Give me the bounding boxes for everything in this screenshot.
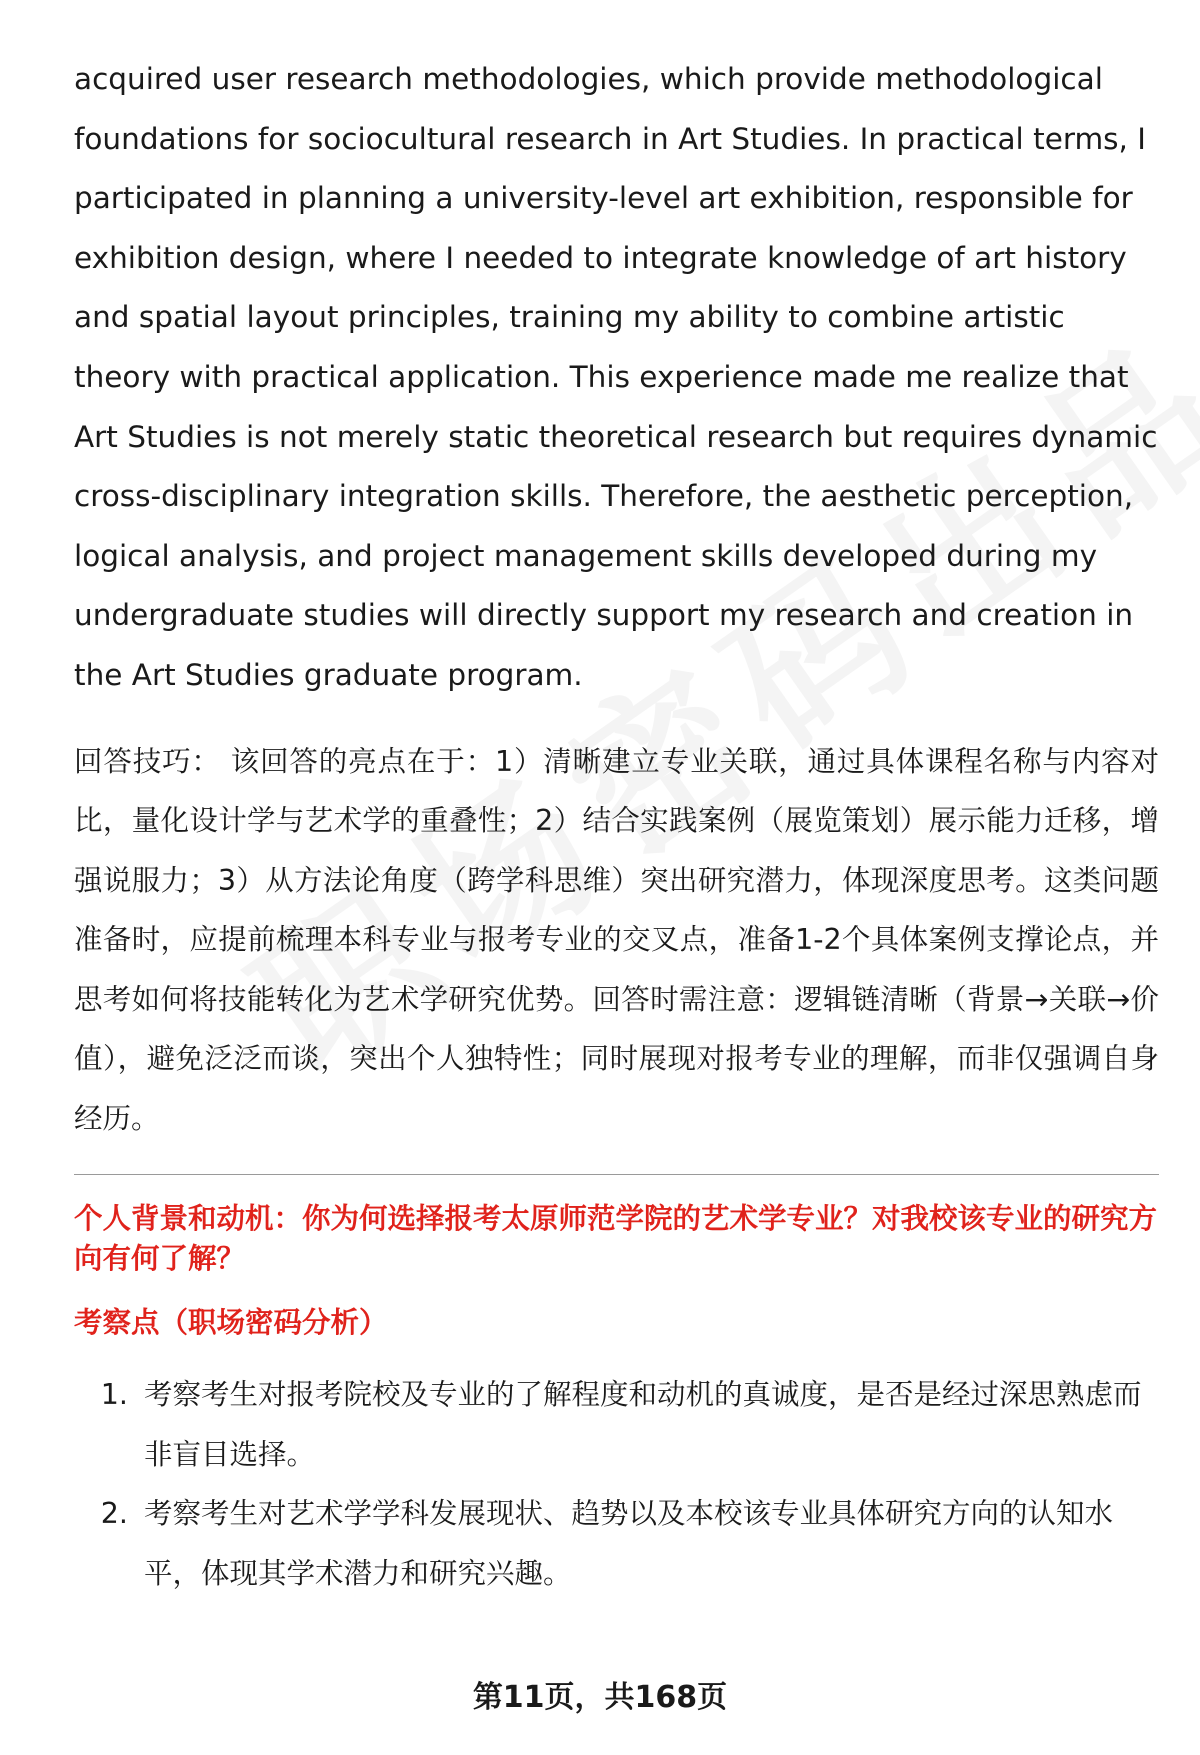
tips-label: 回答技巧： — [74, 744, 221, 778]
page-number-footer: 第11页，共168页 — [472, 1680, 728, 1715]
list-item-text: 考察考生对艺术学学科发展现状、趋势以及本校该专业具体研究方向的认知水平，体现其学术潜力和研究兴趣。 — [144, 1497, 1114, 1590]
page-content — [74, 50, 1159, 1603]
list-item — [74, 1484, 1159, 1603]
list-item — [74, 1365, 1159, 1484]
tips-text: 该回答的亮点在于：1）清晰建立专业关联，通过具体课程名称与内容对比，量化设计学与艺术学的重叠性；2）结合实践案例（展览策划）展示能力迁移，增强说服力；3）从方法论角度（跨学科思维）突出研究潜力，体现深度思考。这类问题准备时，应提前梳理本科专业与报考专业的交叉点，准备1-2个具体案例支撑论点，并思考如何将技能转化为艺术学研究优势。回答时需注意：逻辑链清晰（背景→关联→价值），避免泛泛而谈，突出个人独特性；同时展现对报考专业的理解，而非仅强调自身经历。 — [74, 744, 1159, 1135]
answer-tips — [74, 732, 1159, 1149]
english-paragraph: acquired user research methodologies, which provide methodological foundations for sociocultural research in Art Studies. In practical terms, I participated in planning a university-level art exhibition, responsible for exhibition design, where I needed to integrate knowledge of art history and spatial layout principles, training my ability to combine artistic theory with practical application. This experience made me realize that Art Studies is not merely static theoretical research but requires dynamic cross-disciplinary integration skills. Therefore, the aesthetic perception, logical analysis, and project management skills developed during my undergraduate studies will directly support my research and creation in the Art Studies graduate program. — [74, 62, 1158, 692]
question-heading: 个人背景和动机：你为何选择报考太原师范学院的艺术学专业？对我校该专业的研究方向有何了解？ — [74, 1202, 1158, 1276]
list-item-number: 1. — [100, 1378, 128, 1412]
list-item-text: 考察考生对报考院校及专业的了解程度和动机的真诚度，是否是经过深思熟虑而非盲目选择。 — [144, 1378, 1142, 1471]
list-item-number: 2. — [100, 1497, 128, 1531]
exam-points-list — [74, 1365, 1159, 1603]
section-divider — [74, 1174, 1159, 1175]
exam-points-heading: 考察点（职场密码分析） — [74, 1306, 388, 1340]
